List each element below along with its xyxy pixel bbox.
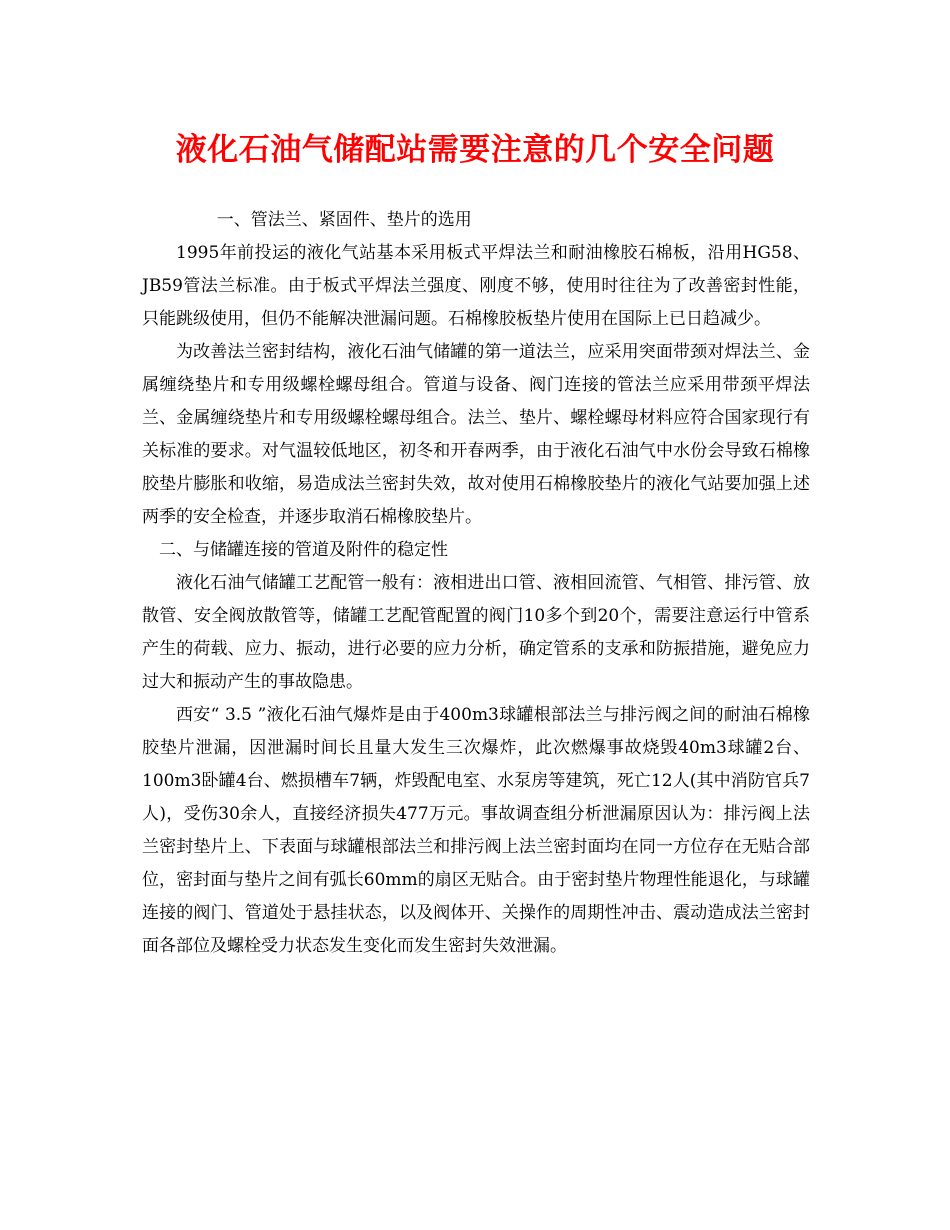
document-title: 液化石油气储配站需要注意的几个安全问题 [175,132,775,168]
document-body [142,204,810,963]
section-heading-1: 一、管法兰、紧固件、垫片的选用 [216,210,472,230]
paragraph-2: 为改善法兰密封结构，液化石油气储罐的第一道法兰，应采用突面带颈对焊法兰、金属缠绕垫片和专用级螺栓螺母组合。管道与设备、阀门连接的管法兰应采用带颈平焊法兰、金属缠绕垫片和专用级螺栓螺母组合。法兰、垫片、螺栓螺母材料应符合国家现行有关标准的要求。对气温较低地区，初冬和开春两季，由于液化石油气中水份会导致石棉橡胶垫片膨胀和收缩，易造成法兰密封失效，故对使用石棉橡胶垫片的液化气站要加强上述两季的安全检查，并逐步取消石棉橡胶垫片。 [142,342,810,527]
section-heading-2: 二、与储罐连接的管道及附件的稳定性 [159,540,448,560]
paragraph-4: 西安“ 3.5 ”液化石油气爆炸是由于400m3球罐根部法兰与排污阀之间的耐油石棉橡胶垫片泄漏，因泄漏时间长且量大发生三次爆炸，此次燃爆事故烧毁40m3球罐2台、100m3卧罐4台、燃损槽车7辆，炸毁配电室、水泵房等建筑，死亡12人(其中消防官兵7人)，受伤30余人，直接经济损失477万元。事故调查组分析泄漏原因认为：排污阀上法兰密封垫片上、下表面与球罐根部法兰和排污阀上法兰密封面均在同一方位存在无贴合部位，密封面与垫片之间有弧长60mm的扇区无贴合。由于密封垫片物理性能退化，与球罐连接的阀门、管道处于悬挂状态，以及阀体开、关操作的周期性冲击、震动造成法兰密封面各部位及螺栓受力状态发生变化而发生密封失效泄漏。 [142,705,810,956]
paragraph-1: 1995年前投运的液化气站基本采用板式平焊法兰和耐油橡胶石棉板，沿用HG58、JB59管法兰标准。由于板式平焊法兰强度、刚度不够，使用时往往为了改善密封性能，只能跳级使用，但仍不能解决泄漏问题。石棉橡胶板垫片使用在国际上已日趋减少。 [142,243,810,329]
paragraph-3: 液化石油气储罐工艺配管一般有：液相进出口管、液相回流管、气相管、排污管、放散管、安全阀放散管等，储罐工艺配管配置的阀门10多个到20个，需要注意运行中管系产生的荷载、应力、振动，进行必要的应力分析，确定管系的支承和防振措施，避免应力过大和振动产生的事故隐患。 [142,573,810,692]
